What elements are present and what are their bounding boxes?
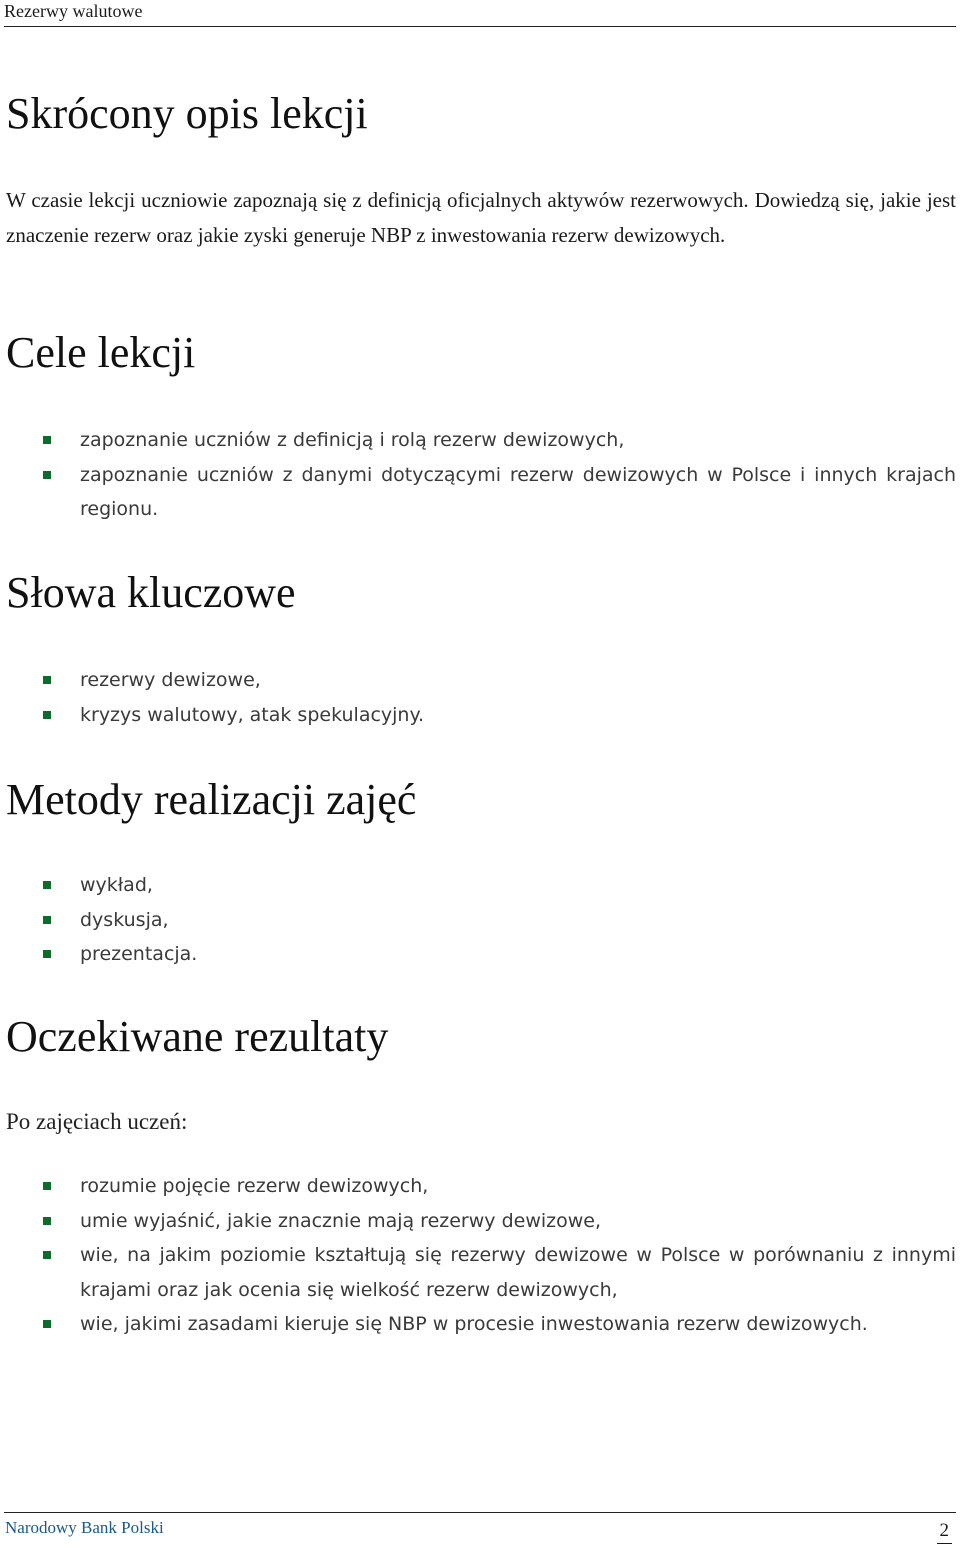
list-item: dyskusja,	[6, 903, 956, 938]
methods-section	[6, 774, 956, 826]
results-title: Oczekiwane rezultaty	[6, 1012, 389, 1061]
summary-body	[6, 183, 956, 253]
results-subtitle: Po zajęciach uczeń:	[6, 1109, 188, 1134]
bullet-square-icon	[43, 950, 51, 958]
list-item: wie, jakimi zasadami kieruje się NBP w procesie inwestowania rezerw dewizowych.	[6, 1307, 956, 1342]
goals-section	[6, 327, 956, 379]
goals-list	[6, 423, 956, 527]
list-item: zapoznanie uczniów z danymi dotyczącymi rezerw dewizowych w Polsce i innych krajach regionu.	[6, 458, 956, 527]
footer-divider	[4, 1512, 956, 1513]
list-item: rezerwy dewizowe,	[6, 663, 956, 698]
results-list	[6, 1169, 956, 1342]
header-title: Rezerwy walutowe	[4, 1, 143, 21]
bullet-square-icon	[43, 1320, 51, 1328]
methods-list	[6, 868, 956, 972]
bullet-square-icon	[43, 916, 51, 924]
list-item: kryzys walutowy, atak spekulacyjny.	[6, 698, 956, 733]
bullet-square-icon	[43, 1217, 51, 1225]
page-number: 2	[937, 1519, 953, 1544]
list-item: prezentacja.	[6, 937, 956, 972]
results-list-wrap	[6, 1169, 956, 1342]
list-item: zapoznanie uczniów z definicją i rolą rezerw dewizowych,	[6, 423, 956, 458]
methods-list-wrap	[6, 868, 956, 972]
page-header	[4, 0, 956, 27]
bullet-square-icon	[43, 881, 51, 889]
footer-publisher: Narodowy Bank Polski	[5, 1518, 164, 1537]
bullet-square-icon	[43, 1182, 51, 1190]
methods-title: Metody realizacji zajęć	[6, 775, 417, 824]
list-item: wie, na jakim poziomie kształtują się rezerwy dewizowe w Polsce w porównaniu z innymi krajami oraz jak ocenia się wielkość rezerw dewizowych,	[6, 1238, 956, 1307]
summary-text: W czasie lekcji uczniowie zapoznają się z definicją oficjalnych aktywów rezerwowych. Dowiedzą się, jakie jest znaczenie rezerw oraz jakie zyski generuje NBP z inwestowania rezerw dewizowych.	[6, 188, 956, 247]
goals-title: Cele lekcji	[6, 328, 196, 377]
summary-section	[6, 88, 956, 140]
keywords-title: Słowa kluczowe	[6, 568, 296, 617]
keywords-section	[6, 567, 956, 619]
list-item: wykład,	[6, 868, 956, 903]
list-item: umie wyjaśnić, jakie znacznie mają rezerwy dewizowe,	[6, 1204, 956, 1239]
bullet-square-icon	[43, 436, 51, 444]
goals-list-wrap	[6, 423, 956, 527]
bullet-square-icon	[43, 676, 51, 684]
keywords-list-wrap	[6, 663, 956, 732]
bullet-square-icon	[43, 711, 51, 719]
results-section	[6, 1011, 956, 1063]
summary-title: Skrócony opis lekcji	[6, 89, 368, 138]
bullet-square-icon	[43, 471, 51, 479]
keywords-list	[6, 663, 956, 732]
bullet-square-icon	[43, 1251, 51, 1259]
list-item: rozumie pojęcie rezerw dewizowych,	[6, 1169, 956, 1204]
results-subtitle-wrap	[6, 1106, 956, 1138]
